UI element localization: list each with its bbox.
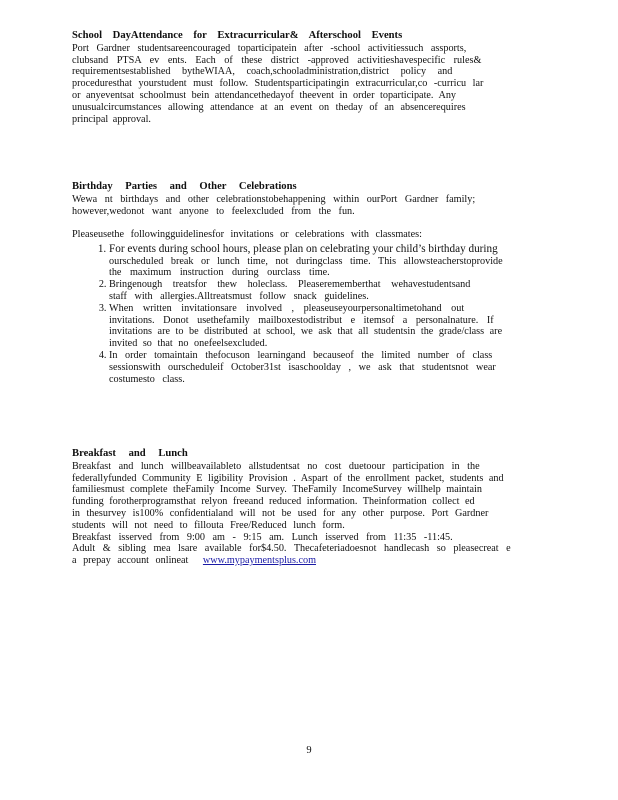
section-breakfast-lunch (72, 448, 546, 567)
paragraph-breakfast-lunch (72, 461, 546, 567)
text-line: 3. When written invitationsare involved , pleaseuseyourpersonaltimetohand out (109, 302, 465, 314)
text-line: principal approval. (72, 113, 151, 125)
text-line: 2. Bringenough treatsfor thew holeclass. Pleaserememberthat wehavestudentsand (109, 279, 471, 291)
text-line: Breakfast and lunch willbeavailableto allstudentsat no cost duetoour participation in the (72, 460, 480, 472)
text-line: sessionswith ourscheduleif October31st isaschoolday , we ask that studentsnot wear (109, 361, 496, 373)
page-number: 9 (306, 745, 312, 756)
section-birthday (72, 181, 546, 385)
text-line: funding forotherprogramsthat relyon freeand reduced information. Theinformation collect ed (72, 496, 475, 508)
text-line: Wewa nt birthdays and other celebrationstobehappening within ourPort Gardner family; (72, 193, 476, 205)
text-line: proceduresthat yourstudent must follow. Studentsparticipatingin extracurricular,co -curricu lar (72, 78, 484, 90)
text-line: students will not need to fillouta Free/Reduced lunch form. (72, 519, 345, 531)
text-line: federallyfunded Community E ligibility Provision . Aspart of the enrollment packet, students and (72, 472, 504, 484)
text-line: 4. In order tomaintain thefocuson learningand becauseof the limited number of class (109, 350, 493, 362)
text-line: 1. For events during school hours, please plan on celebrating your child’s birthday during (109, 243, 498, 256)
heading-breakfast-lunch: Breakfast and Lunch (72, 448, 188, 459)
text-line: in thesurvey is100% confidentialand will not be used for any other purpose. Port Gardner (72, 507, 489, 519)
heading-school-day: School DayAttendance for Extracurricular& Afterschool Events (72, 30, 403, 41)
text-line: costumesto class. (109, 373, 185, 385)
text-line: ourscheduled break or lunch time, not duringclass time. This allowsteacherstoprovide (109, 255, 503, 267)
text-line: unusualcircumstances allowing attendance at an event on theday of an absencerequires (72, 101, 466, 113)
list-item (109, 303, 546, 350)
text-line: invitations. Donot usethefamily mailboxestodistribut e itemsof a personalnature. If (109, 314, 494, 326)
text-line: requirementsestablished bytheWIAA, coach,schooladministration,district policy and (72, 66, 453, 78)
payments-link[interactable]: www.mypaymentsplus.com (202, 555, 317, 567)
guidelines-list (72, 243, 546, 385)
paragraph-school-day (72, 43, 546, 126)
text-line: Adult & sibling mea lsare available for$4.50. Thecafeteriadoesnot handlecash so pleasecreat e (72, 543, 511, 555)
text-line (72, 555, 546, 567)
text-line: familiesmust complete theFamily Income Survey. TheFamily IncomeSurvey willhelp maintain (72, 484, 482, 496)
text-line: Breakfast isserved from 9:00 am - 9:15 am. Lunch isserved from 11:35 -11:45. (72, 531, 453, 543)
text-line: the maximum instruction during ourclass time. (109, 267, 330, 279)
guidelines-intro: Pleaseusethe followingguidelinesfor invitations or celebrations with classmates: (72, 229, 422, 241)
text-line: invited so that no onefeelsexcluded. (109, 338, 268, 350)
list-item (109, 279, 546, 303)
section-school-day (72, 30, 546, 125)
heading-birthday: Birthday Parties and Other Celebrations (72, 181, 297, 192)
prepay-text: a prepay account onlineat (72, 555, 189, 567)
list-item (109, 243, 546, 279)
list-item (109, 350, 546, 385)
text-line: staff with allergies.Alltreatsmust follow snack guidelines. (109, 291, 369, 303)
text-line: however,wedonot want anyone to feelexcluded from the fun. (72, 205, 355, 217)
text-line: Port Gardner studentsareencouraged toparticipatein after -school activitiessuch assports, (72, 42, 467, 54)
text-line: clubsand PTSA ev ents. Each of these district -approved activitieshavespecific rules& (72, 54, 482, 66)
text-line: or anyeventsat schoolmust bein attendancethedayof theevent in order toparticipate. Any (72, 89, 457, 101)
paragraph-birthday (72, 194, 546, 218)
text-line: invitations are to be distributed at school, we ask that all studentsin the grade/class are (109, 326, 503, 338)
